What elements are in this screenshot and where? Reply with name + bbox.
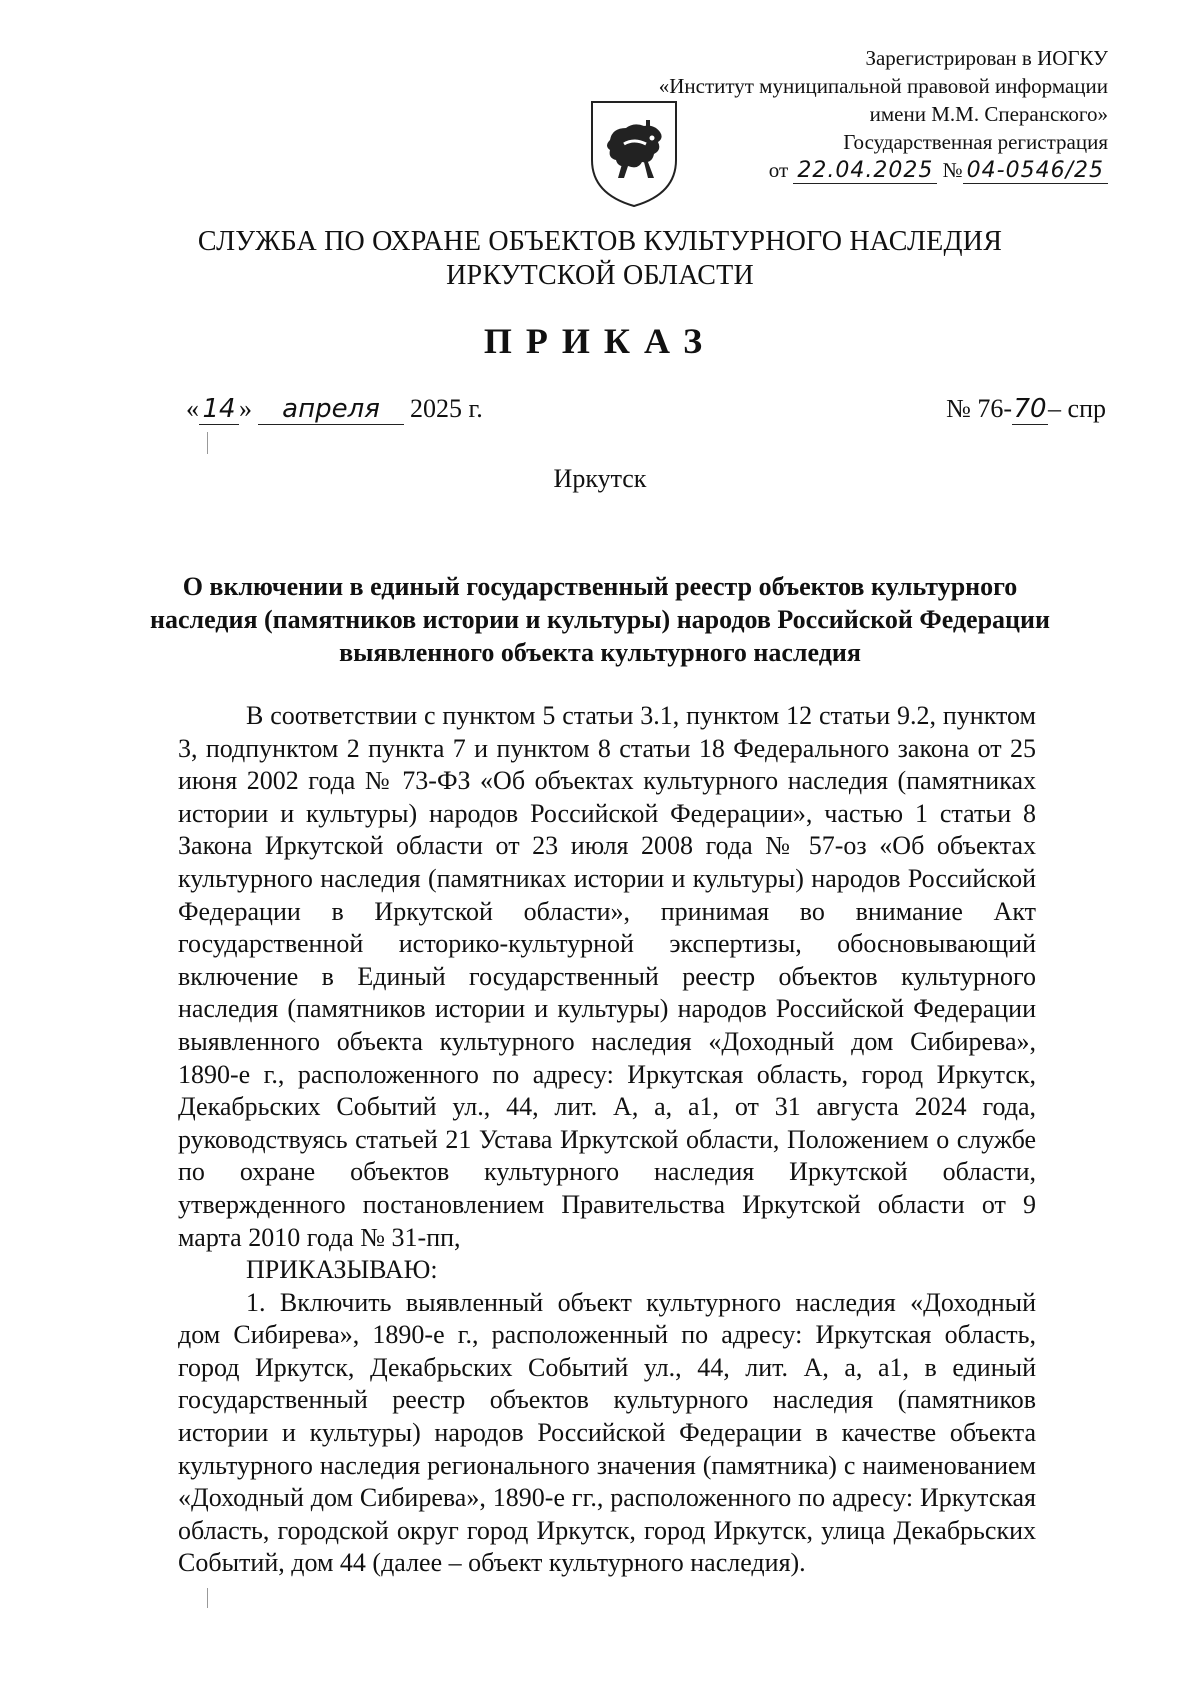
date-year: 2025 г. — [410, 394, 483, 423]
agency-name — [0, 225, 1200, 293]
order-date — [186, 394, 483, 425]
registration-line-4: Государственная регистрация — [843, 130, 1108, 154]
registration-from-label: от — [768, 158, 789, 182]
order-body — [178, 700, 1036, 1580]
registration-number: 04-0546/25 — [963, 158, 1108, 184]
order-directive: ПРИКАЗЫВАЮ: — [246, 1255, 438, 1285]
coat-of-arms-icon — [588, 98, 680, 210]
preamble-paragraph: В соответствии с пунктом 5 статьи 3.1, пунктом 12 статьи 9.2, пунктом 3, подпунктом 2 пункта 7 и пунктом 8 статьи 18 Федерального закона от 25 июня 2002 года № 73-ФЗ «Об объектах культурного наследия (памятниках истории и культуры) народов Российской Федерации», частью 1 статьи 8 Закона Иркутской области от 23 июля 2008 года № 57-оз «Об объектах культурного наследия (памятниках истории и культуры) народов Российской Федерации в Иркутской области», принимая во внимание Акт государственной историко-культурной экспертизы, обосновывающий включение в Единый государственный реестр объектов культурного наследия (памятников истории и культуры) народов Российской Федерации выявленного объекта культурного наследия «Доходный дом Сибирева», 1890-е г., расположенного по адресу: Иркутская область, город Иркутск, Декабрьских Событий ул., 44, лит. А, а, а1, от 31 августа 2024 года, руководствуясь статьей 21 Устава Иркутской области, Положением о службе по охране объектов культурного наследия Иркутской области, утвержденного постановлением Правительства Иркутской области от 9 марта 2010 года № 31-пп, — [178, 701, 1036, 1252]
registration-date: 22.04.2025 — [793, 158, 937, 184]
registration-date-line — [659, 156, 1108, 185]
agency-line-2: ИРКУТСКОЙ ОБЛАСТИ — [446, 260, 754, 291]
order-number-suffix: – спр — [1048, 394, 1106, 423]
document-type-title: ПРИКАЗ — [483, 321, 717, 361]
order-number-prefix: № 76- — [946, 394, 1013, 423]
registration-line-3: имени М.М. Сперанского» — [869, 102, 1108, 126]
registration-number-prefix: № — [942, 158, 963, 182]
registration-line-2: «Институт муниципальной правовой информации — [658, 74, 1108, 98]
scan-mark — [207, 1588, 208, 1608]
agency-line-1: СЛУЖБА ПО ОХРАНЕ ОБЪЕКТОВ КУЛЬТУРНОГО НАСЛЕДИЯ — [197, 226, 1003, 257]
order-item-1: 1. Включить выявленный объект культурного наследия «Доходный дом Сибирева», 1890-е г., расположенный по адресу: Иркутская область, город Иркутск, Декабрьских Событий ул., 44, лит. А, а, а1, в единый государственный реестр объектов культурного наследия (памятников истории и культуры) народов Российской Федерации в качестве объекта культурного наследия регионального значения (памятника) с наименованием «Доходный дом Сибирева», 1890-е гг., расположенного по адресу: Иркутская область, городской округ город Иркутск, город Иркутск, улица Декабрьских Событий, дом 44 (далее – объект культурного наследия). — [178, 1287, 1036, 1578]
date-close-quote: » — [239, 394, 252, 423]
date-open-quote: « — [186, 394, 199, 423]
order-number — [946, 394, 1106, 425]
registration-line-1: Зарегистрирован в ИОГКУ — [865, 46, 1108, 70]
issue-city: Иркутск — [553, 464, 647, 493]
order-number-handwritten: 70 — [1013, 394, 1047, 424]
scan-mark — [207, 432, 208, 454]
registration-stamp — [659, 44, 1108, 185]
order-subject-heading: О включении в единый государственный реестр объектов культурного наследия (памятников истории и культуры) народов Российской Федерации выявленного объекта культурного наследия — [150, 572, 1050, 667]
date-month: апреля — [258, 394, 404, 425]
date-day: 14 — [199, 394, 239, 425]
